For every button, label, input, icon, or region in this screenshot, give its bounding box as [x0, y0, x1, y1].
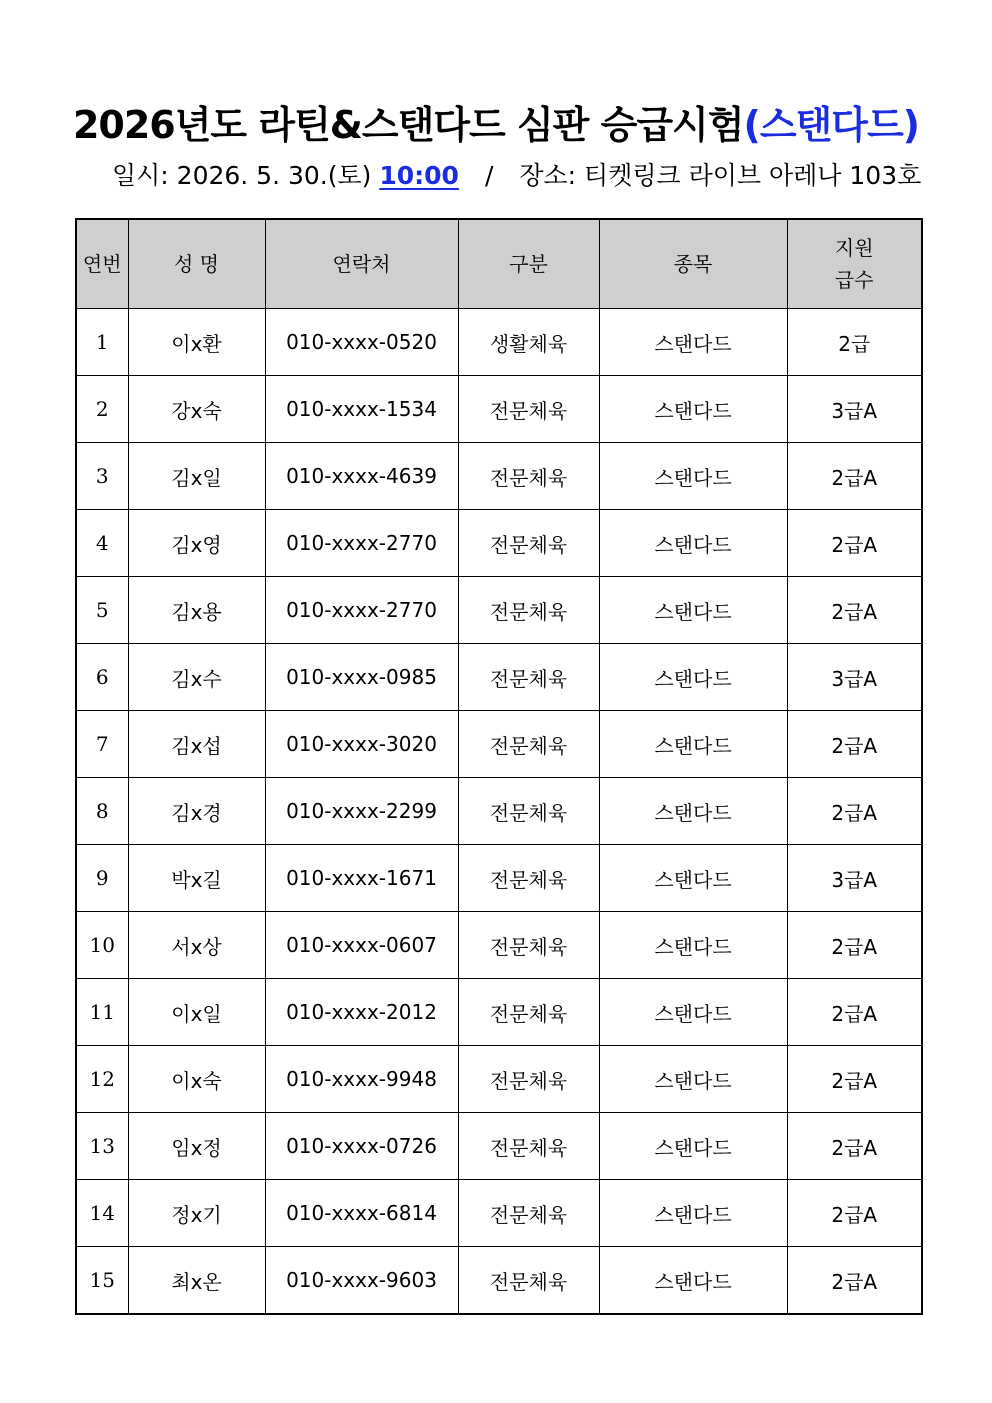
cell-name: 임x정 [128, 1113, 265, 1180]
cell-name: 김x경 [128, 778, 265, 845]
cell-grade: 2급A [787, 1046, 922, 1113]
cell-name: 김x일 [128, 443, 265, 510]
cell-name: 이x숙 [128, 1046, 265, 1113]
cell-contact: 010-xxxx-9948 [265, 1046, 458, 1113]
cell-grade: 2급A [787, 443, 922, 510]
cell-no: 12 [76, 1046, 128, 1113]
cell-contact: 010-xxxx-9603 [265, 1247, 458, 1315]
cell-category: 전문체육 [458, 711, 599, 778]
cell-contact: 010-xxxx-2770 [265, 577, 458, 644]
cell-contact: 010-xxxx-3020 [265, 711, 458, 778]
cell-no: 7 [76, 711, 128, 778]
header-grade: 지원 급수 [787, 219, 922, 309]
applicant-table [75, 218, 923, 1315]
cell-event: 스탠다드 [599, 1113, 787, 1180]
cell-contact: 010-xxxx-2012 [265, 979, 458, 1046]
cell-no: 9 [76, 845, 128, 912]
table-row [76, 1180, 922, 1247]
cell-contact: 010-xxxx-0520 [265, 309, 458, 376]
cell-no: 5 [76, 577, 128, 644]
table-row [76, 376, 922, 443]
cell-grade: 2급A [787, 979, 922, 1046]
table-row [76, 510, 922, 577]
cell-grade: 2급A [787, 510, 922, 577]
cell-grade: 2급A [787, 1247, 922, 1315]
exam-time: 10:00 [379, 161, 459, 190]
cell-grade: 3급A [787, 644, 922, 711]
cell-no: 14 [76, 1180, 128, 1247]
cell-contact: 010-xxxx-0607 [265, 912, 458, 979]
cell-name: 강x숙 [128, 376, 265, 443]
cell-contact: 010-xxxx-0726 [265, 1113, 458, 1180]
cell-name: 김x섭 [128, 711, 265, 778]
exam-date: 일시: 2026. 5. 30.(토) [112, 161, 372, 190]
cell-grade: 2급A [787, 1180, 922, 1247]
table-row [76, 309, 922, 376]
header-category: 구분 [458, 219, 599, 309]
cell-event: 스탠다드 [599, 912, 787, 979]
cell-contact: 010-xxxx-1534 [265, 376, 458, 443]
table-row [76, 1113, 922, 1180]
cell-name: 정x기 [128, 1180, 265, 1247]
table-row [76, 912, 922, 979]
cell-event: 스탠다드 [599, 309, 787, 376]
cell-event: 스탠다드 [599, 577, 787, 644]
cell-contact: 010-xxxx-2299 [265, 778, 458, 845]
table-row [76, 1046, 922, 1113]
table-row [76, 443, 922, 510]
cell-category: 전문체육 [458, 1180, 599, 1247]
cell-category: 전문체육 [458, 979, 599, 1046]
header-no: 연번 [76, 219, 128, 309]
table-row [76, 711, 922, 778]
cell-no: 10 [76, 912, 128, 979]
header-contact: 연락처 [265, 219, 458, 309]
cell-event: 스탠다드 [599, 510, 787, 577]
cell-category: 전문체육 [458, 1113, 599, 1180]
cell-event: 스탠다드 [599, 845, 787, 912]
cell-category: 전문체육 [458, 577, 599, 644]
cell-event: 스탠다드 [599, 443, 787, 510]
cell-category: 전문체육 [458, 1247, 599, 1315]
cell-category: 전문체육 [458, 644, 599, 711]
cell-no: 6 [76, 644, 128, 711]
cell-category: 전문체육 [458, 443, 599, 510]
cell-contact: 010-xxxx-0985 [265, 644, 458, 711]
header-name: 성 명 [128, 219, 265, 309]
cell-category: 전문체육 [458, 376, 599, 443]
cell-name: 박x길 [128, 845, 265, 912]
table-body [76, 309, 922, 1315]
cell-no: 2 [76, 376, 128, 443]
table-row [76, 778, 922, 845]
cell-category: 전문체육 [458, 778, 599, 845]
cell-contact: 010-xxxx-6814 [265, 1180, 458, 1247]
info-separator: / [484, 161, 494, 190]
cell-category: 생활체육 [458, 309, 599, 376]
table-row [76, 845, 922, 912]
cell-name: 김x수 [128, 644, 265, 711]
cell-grade: 2급A [787, 1113, 922, 1180]
cell-event: 스탠다드 [599, 778, 787, 845]
table-row [76, 577, 922, 644]
cell-event: 스탠다드 [599, 644, 787, 711]
cell-event: 스탠다드 [599, 711, 787, 778]
cell-grade: 2급A [787, 778, 922, 845]
cell-event: 스탠다드 [599, 1247, 787, 1315]
cell-event: 스탠다드 [599, 376, 787, 443]
cell-name: 김x용 [128, 577, 265, 644]
cell-category: 전문체육 [458, 845, 599, 912]
cell-name: 김x영 [128, 510, 265, 577]
table-row [76, 979, 922, 1046]
cell-grade: 2급A [787, 711, 922, 778]
cell-no: 8 [76, 778, 128, 845]
cell-grade: 2급A [787, 577, 922, 644]
table-row [76, 644, 922, 711]
cell-no: 11 [76, 979, 128, 1046]
cell-no: 13 [76, 1113, 128, 1180]
table-header-row [76, 219, 922, 309]
cell-name: 최x온 [128, 1247, 265, 1315]
cell-category: 전문체육 [458, 510, 599, 577]
cell-name: 이x일 [128, 979, 265, 1046]
exam-info [112, 156, 921, 192]
cell-no: 3 [76, 443, 128, 510]
title-main: 2026년도 라틴&스탠다드 심판 승급시험 [72, 103, 744, 147]
cell-grade: 2급 [787, 309, 922, 376]
cell-grade: 3급A [787, 845, 922, 912]
cell-category: 전문체육 [458, 912, 599, 979]
cell-no: 4 [76, 510, 128, 577]
cell-grade: 2급A [787, 912, 922, 979]
cell-event: 스탠다드 [599, 1046, 787, 1113]
cell-category: 전문체육 [458, 1046, 599, 1113]
header-event: 종목 [599, 219, 787, 309]
cell-contact: 010-xxxx-1671 [265, 845, 458, 912]
page-title [0, 94, 992, 149]
title-accent: (스탠다드) [743, 103, 920, 147]
cell-no: 1 [76, 309, 128, 376]
exam-place: 장소: 티켓링크 라이브 아레나 103호 [519, 161, 922, 190]
cell-no: 15 [76, 1247, 128, 1315]
cell-contact: 010-xxxx-4639 [265, 443, 458, 510]
table-row [76, 1247, 922, 1315]
cell-event: 스탠다드 [599, 1180, 787, 1247]
cell-name: 서x상 [128, 912, 265, 979]
cell-event: 스탠다드 [599, 979, 787, 1046]
cell-contact: 010-xxxx-2770 [265, 510, 458, 577]
cell-grade: 3급A [787, 376, 922, 443]
cell-name: 이x환 [128, 309, 265, 376]
